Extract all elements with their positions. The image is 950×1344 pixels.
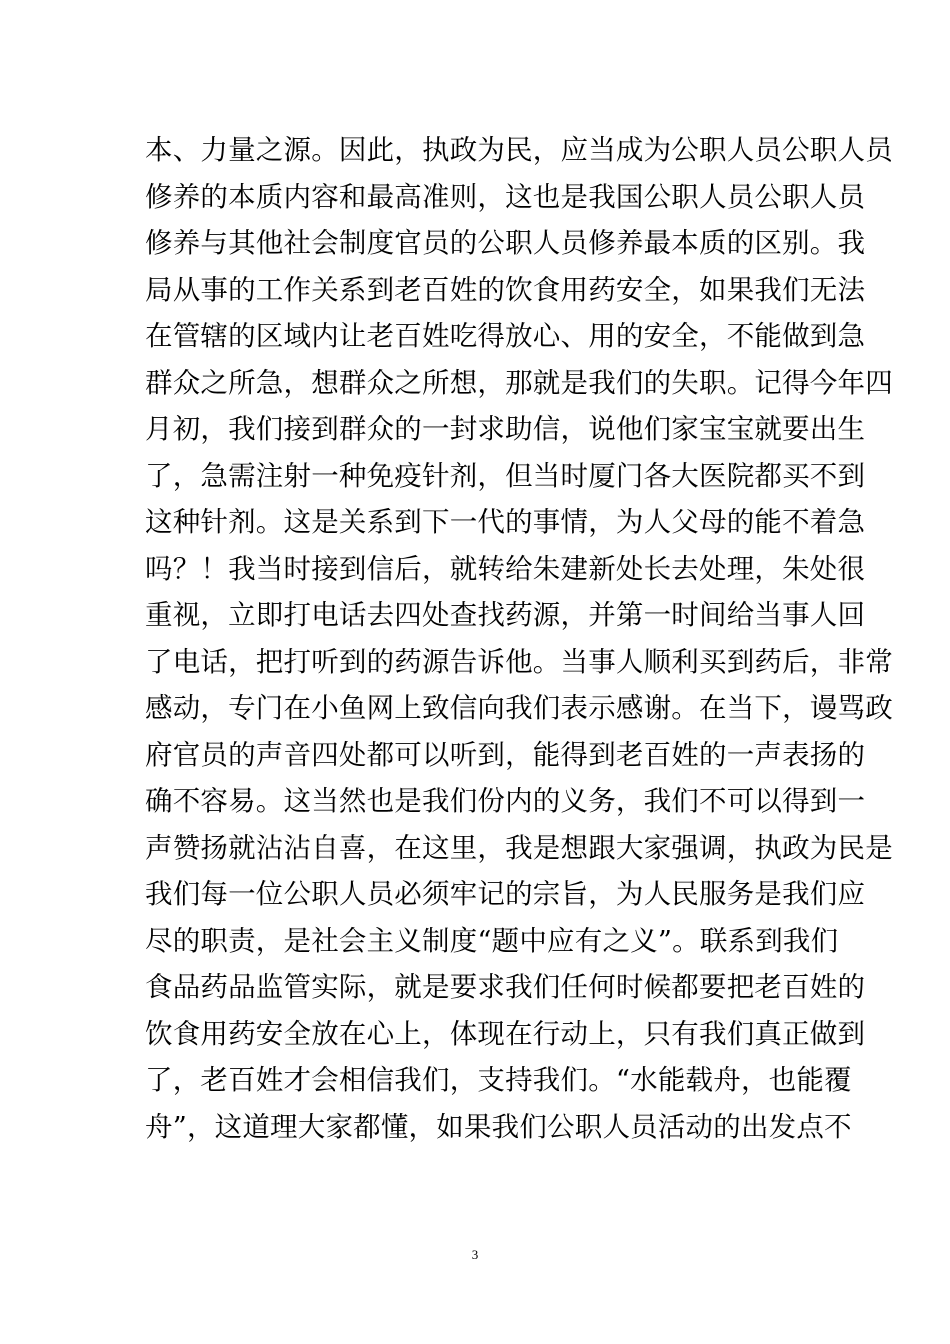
- text-line: 月初，我们接到群众的一封求助信，说他们家宝宝就要出生: [145, 413, 866, 445]
- text-line: 舟”，这道理大家都懂，如果我们公职人员活动的出发点不: [145, 1110, 852, 1143]
- text-line: 在管辖的区域内让老百姓吃得放心、用的安全，不能做到急: [145, 320, 866, 352]
- text-line: 本、力量之源。因此，执政为民，应当成为公职人员公职人员: [145, 134, 893, 166]
- text-line: 尽的职责，是社会主义制度“题中应有之义”。联系到我们: [145, 924, 839, 957]
- text-line: 了电话，把打听到的药源告诉他。当事人顺利买到药后，非常: [145, 645, 893, 678]
- text-line: 感动，专门在小鱼网上致信向我们表示感谢。在当下，谩骂政: [145, 692, 893, 724]
- text-line: 这种针剂。这是关系到下一代的事情，为人父母的能不着急: [145, 506, 866, 538]
- text-line: 了，老百姓才会相信我们，支持我们。“水能载舟，也能覆: [145, 1064, 852, 1096]
- text-line: 食品药品监管实际，就是要求我们任何时候都要把老百姓的: [145, 971, 866, 1003]
- text-line: 了，急需注射一种免疫针剂，但当时厦门各大医院都买不到: [145, 459, 866, 492]
- text-line: 声赞扬就沾沾自喜，在这里，我是想跟大家强调，执政为民是: [145, 831, 893, 864]
- text-line: 修养的本质内容和最高准则，这也是我国公职人员公职人员: [145, 180, 866, 213]
- text-line: 局从事的工作关系到老百姓的饮食用药安全，如果我们无法: [145, 273, 866, 306]
- body-text: [145, 127, 893, 1150]
- text-line: 饮食用药安全放在心上，体现在行动上，只有我们真正做到: [145, 1017, 866, 1050]
- text-line: 群众之所急，想群众之所想，那就是我们的失职。记得今年四: [145, 366, 893, 399]
- text-line: 吗？！我当时接到信后，就转给朱建新处长去处理，朱处很: [145, 552, 866, 585]
- text-line: 修养与其他社会制度官员的公职人员修养最本质的区别。我: [145, 227, 866, 259]
- text-line: 我们每一位公职人员必须牢记的宗旨，为人民服务是我们应: [145, 878, 866, 910]
- text-line: 重视，立即打电话去四处查找药源，并第一时间给当事人回: [145, 599, 866, 631]
- text-line: 确不容易。这当然也是我们份内的义务，我们不可以得到一: [145, 785, 866, 817]
- text-line: 府官员的声音四处都可以听到，能得到老百姓的一声表扬的: [145, 738, 866, 771]
- page-number: 3: [471, 1247, 479, 1262]
